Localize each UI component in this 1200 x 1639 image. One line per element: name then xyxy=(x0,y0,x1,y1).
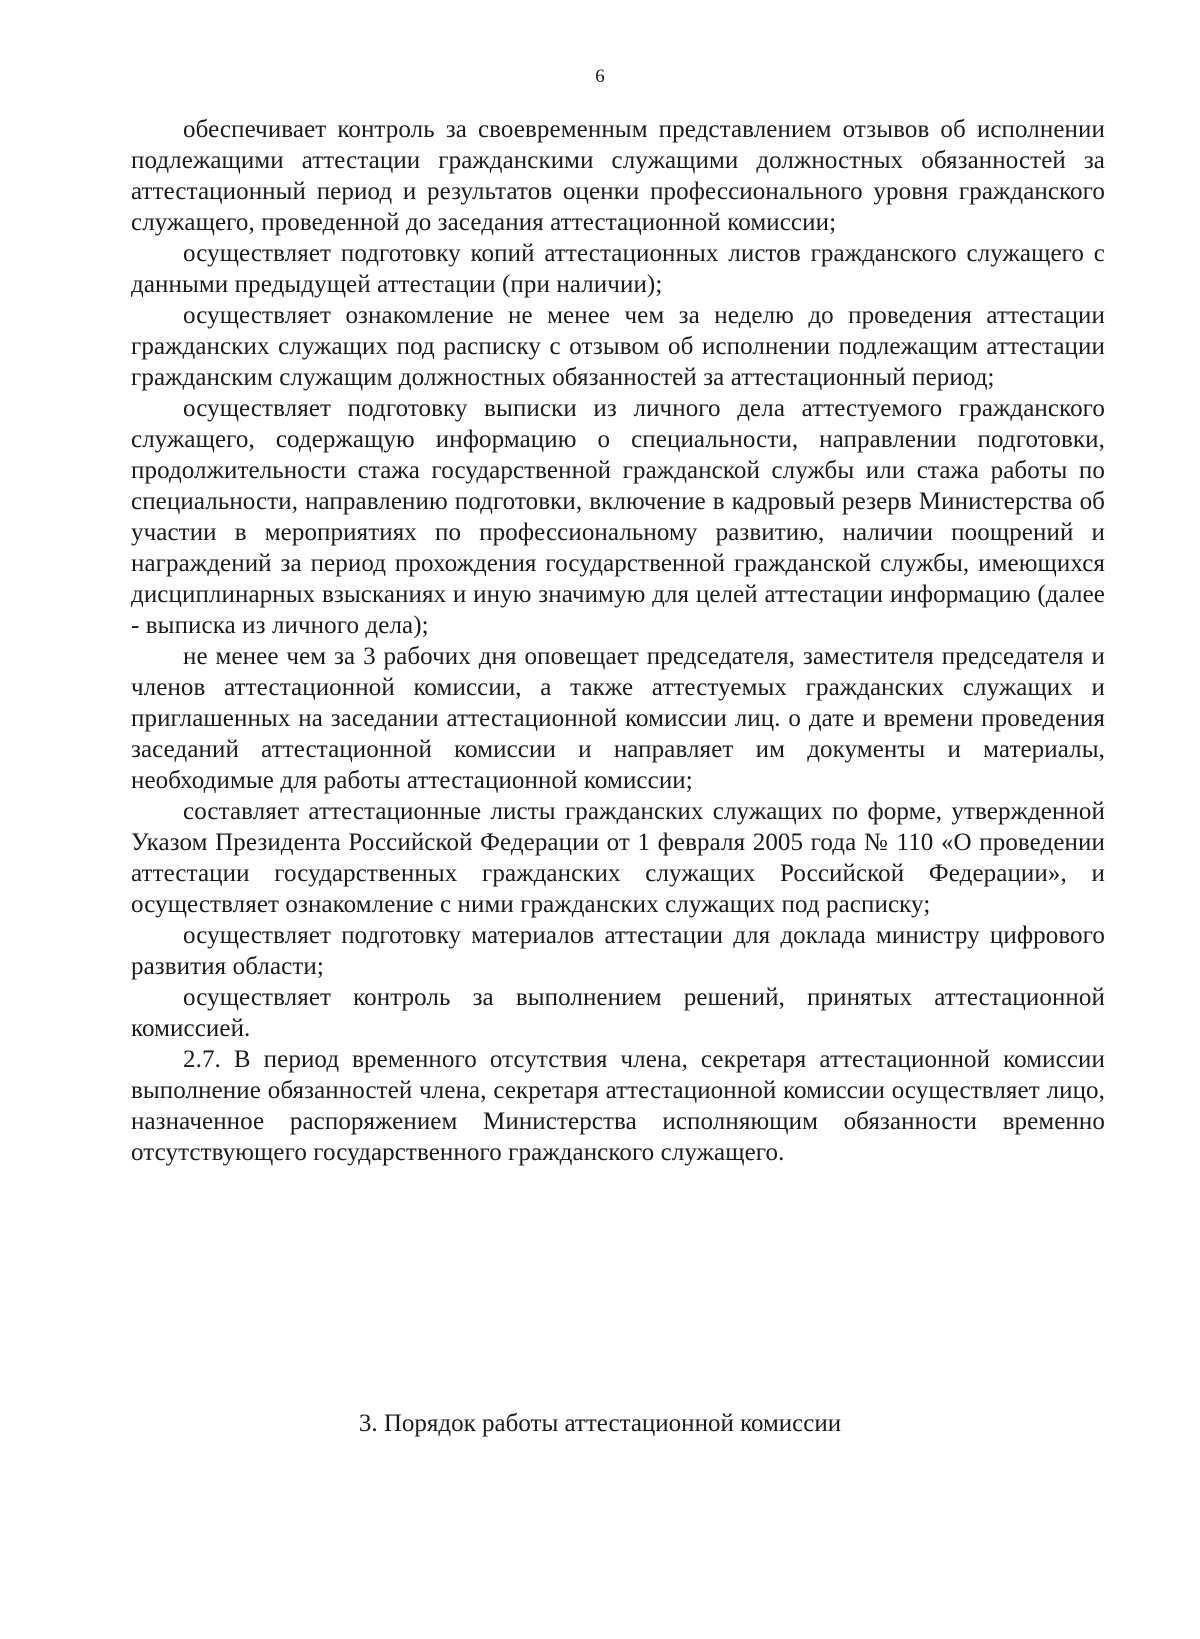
paragraph-attestation-sheets-copies: осуществляет подготовку копий аттестационных листов гражданского служащего с данными предыдущей аттестации (при наличии); xyxy=(131,240,1105,298)
section-heading: 3. Порядок работы аттестационной комиссии xyxy=(358,1410,842,1437)
paragraph-personal-file-extract: осуществляет подготовку выписки из личного дела аттестуемого гражданского служащего, содержащую информацию о специальности, направлении подготовки, продолжительности стажа государственной гражданской службы или стажа работы по специальности, направлению подготовки, включение в кадровый резерв Министерства об участии в мероприятиях по профессиональному развитию, наличии поощрений и награждений за период прохождения государственной гражданской службы, имеющихся дисциплинарных взысканиях и иную значимую для целей аттестации информацию (далее - выписка из личного дела); xyxy=(131,395,1105,639)
paragraph-review-familiarization: осуществляет ознакомление не менее чем за неделю до проведения аттестации гражданских служащих под расписку с отзывом об исполнении подлежащим аттестации гражданским служащим должностных обязанностей за аттестационный период; xyxy=(131,302,1105,391)
paragraph-decisions-control: осуществляет контроль за выполнением решений, принятых аттестационной комиссией. xyxy=(131,984,1105,1042)
paragraph-attestation-sheets-form: составляет аттестационные листы гражданских служащих по форме, утвержденной Указом Президента Российской Федерации от 1 февраля 2005 года № 110 «О проведении аттестации государственных гражданских служащих Российской Федерации», и осуществляет ознакомление с ними гражданских служащих под расписку; xyxy=(131,798,1105,918)
paragraph-attestation-reviews-control: обеспечивает контроль за своевременным представлением отзывов об исполнении подлежащими аттестации гражданскими служащими должностных обязанностей за аттестационный период и результатов оценки профессионального уровня гражданского служащего, проведенной до заседания аттестационной комиссии; xyxy=(131,116,1105,236)
document-body xyxy=(131,114,1105,1168)
page-number: 6 xyxy=(595,66,605,87)
paragraph-clause-2-7: 2.7. В период временного отсутствия члена, секретаря аттестационной комиссии выполнение обязанностей члена, секретаря аттестационной комиссии осуществляет лицо, назначенное распоряжением Министерства исполняющим обязанности временно отсутствующего государственного гражданского служащего. xyxy=(131,1046,1105,1166)
paragraph-meeting-notification: не менее чем за 3 рабочих дня оповещает председателя, заместителя председателя и членов аттестационной комиссии, а также аттестуемых гражданских служащих и приглашенных на заседании аттестационной комиссии лиц. о дате и времени проведения заседаний аттестационной комиссии и направляет им документы и материалы, необходимые для работы аттестационной комиссии; xyxy=(131,643,1105,794)
paragraph-report-materials: осуществляет подготовку материалов аттестации для доклада министру цифрового развития области; xyxy=(131,922,1105,980)
